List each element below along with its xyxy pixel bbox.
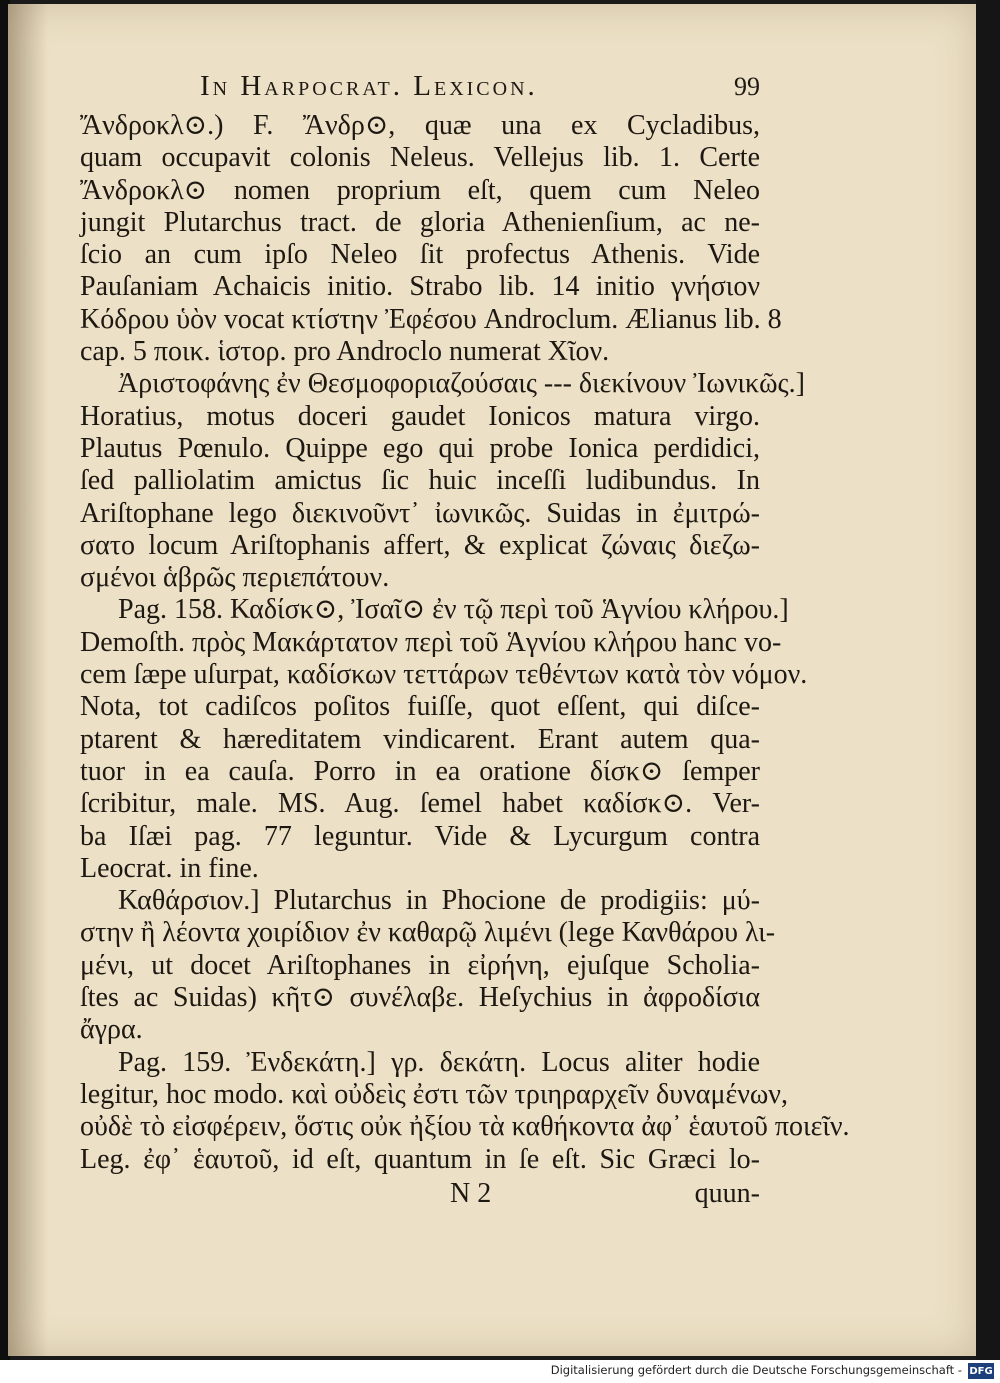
funding-credit: Digitalisierung gefördert durch die Deutsche Forschungsgemeinschaft - — [550, 1363, 962, 1377]
text-line: Ariſtophane lego διεκινοῦντ᾽ ἰωνικῶς. Suidas in ἐμιτρώ- — [80, 497, 760, 529]
text-line: ſed palliolatim amictus ſic huic inceſſi ludibundus. In — [80, 465, 760, 497]
text-line: Ἄνδροκλ⊙.) F. Ἄνδρ⊙, quæ una ex Cycladibus, — [80, 110, 760, 141]
text-line: Ἄνδροκλ⊙ nomen proprium eſt, quem cum Neleo — [80, 174, 760, 206]
text-line: cem ſæpe uſurpat, καδίσκων τεττάρων τεθέντων κατὰ τὸν νόμον. — [80, 659, 808, 691]
text-line: Plautus Pœnulo. Quippe ego qui probe Ionica perdidici, — [80, 432, 760, 464]
text-line: οὐδὲ τὸ εἰσφέρειν, ὅστις οὐκ ἠξίου τὰ καθήκοντα ἀφ᾽ ἑαυτοῦ ποιεῖν. — [80, 1111, 850, 1143]
text-line: cap. 5 ποικ. ἱστορ. pro Androclo numerat Χῖον. — [80, 336, 610, 368]
catchword: quun- — [694, 1177, 760, 1209]
book-page — [8, 4, 976, 1356]
text-line: μένι, ut docet Ariſtophanes in εἰρήνη, ejuſque Scholia- — [80, 949, 760, 981]
page-footer — [80, 1178, 760, 1214]
text-line: jungit Plutarchus tract. de gloria Athenienſium, ac ne- — [80, 206, 760, 238]
text-line: quam occupavit colonis Neleus. Vellejus lib. 1. Certe — [80, 142, 760, 174]
text-line: ba Iſæi pag. 77 leguntur. Vide & Lycurgum contra — [80, 820, 760, 852]
text-line: Nota, tot cadiſcos poſitos fuiſſe, quot eſſent, qui diſce- — [80, 691, 760, 723]
text-line: Horatius, motus doceri gaudet Ionicos matura virgo. — [80, 400, 760, 432]
credit-bar — [0, 1360, 1000, 1383]
text-line: ſtes ac Suidas) κῆτ⊙ συνέλαβε. Heſychius in ἀφροδίσια — [80, 982, 760, 1014]
viewer-edge-right — [976, 0, 1000, 1360]
text-line: Pag. 159. Ἐνδεκάτη.] γρ. δεκάτη. Locus aliter hodie — [118, 1046, 760, 1078]
text-line: ſcribitur, male. MS. Aug. ſemel habet καδίσκ⊙. Ver- — [80, 788, 760, 820]
text-line: Demoſth. πρὸς Μακάρτατον περὶ τοῦ Ἁγνίου κλήρου hanc vo- — [80, 626, 782, 658]
text-line: ptarent & hæreditatem vindicarent. Erant autem qua- — [80, 723, 760, 755]
text-line: σμένοι ἁβρῶς περιεπάτουν. — [80, 562, 390, 594]
text-line: Ἀριστοφάνης ἐν Θεσμοφοριαζούσαις --- διεκίνουν Ἰωνικῶς.] — [118, 368, 805, 400]
text-line: Pauſaniam Achaicis initio. Strabo lib. 14 initio γνήσιον — [80, 271, 760, 303]
text-line: Leocrat. in fine. — [80, 852, 259, 884]
text-line: Pag. 158. Καδίσκ⊙, Ἰσαῖ⊙ ἐν τῷ περὶ τοῦ Ἁγνίου κλήρου.] — [118, 594, 789, 626]
text-line: tuor in ea cauſa. Porro in ea oratione δίσκ⊙ ſemper — [80, 755, 760, 787]
text-line: ἄγρα. — [80, 1014, 143, 1046]
gutter-shadow — [8, 4, 48, 1356]
dfg-logo-icon: DFG — [968, 1363, 994, 1379]
text-line: Κόδρου ὑὸν vocat κτίστην Ἐφέσου Androclum. Ælianus lib. 8 — [80, 303, 782, 335]
text-line: ſcio an cum ipſo Neleo ſit profectus Athenis. Vide — [80, 239, 760, 271]
text-line: σατο locum Ariſtophanis affert, & explicat ζώναις διεζω- — [80, 529, 760, 561]
page-number: 99 — [734, 72, 760, 101]
text-line: legitur, hoc modo. καὶ οὐδεὶς ἐστι τῶν τριηραρχεῖν δυναμένων, — [80, 1078, 788, 1110]
page-content — [80, 70, 850, 1214]
text-line: Leg. ἐφ᾽ ἑαυτοῦ, id eſt, quantum in ſe eſt. Sic Græci lo- — [80, 1143, 760, 1175]
running-header — [200, 70, 760, 110]
text-line: Καθάρσιον.] Plutarchus in Phocione de prodigiis: μύ- — [118, 885, 760, 917]
header-title: In Harpocrat. Lexicon. — [200, 70, 538, 102]
text-block — [80, 110, 850, 1176]
signature-mark: N 2 — [450, 1177, 492, 1209]
text-line: στην ἢ λέοντα χοιρίδιον ἐν καθαρῷ λιμένι (lege Κανθάρου λι- — [80, 917, 776, 949]
